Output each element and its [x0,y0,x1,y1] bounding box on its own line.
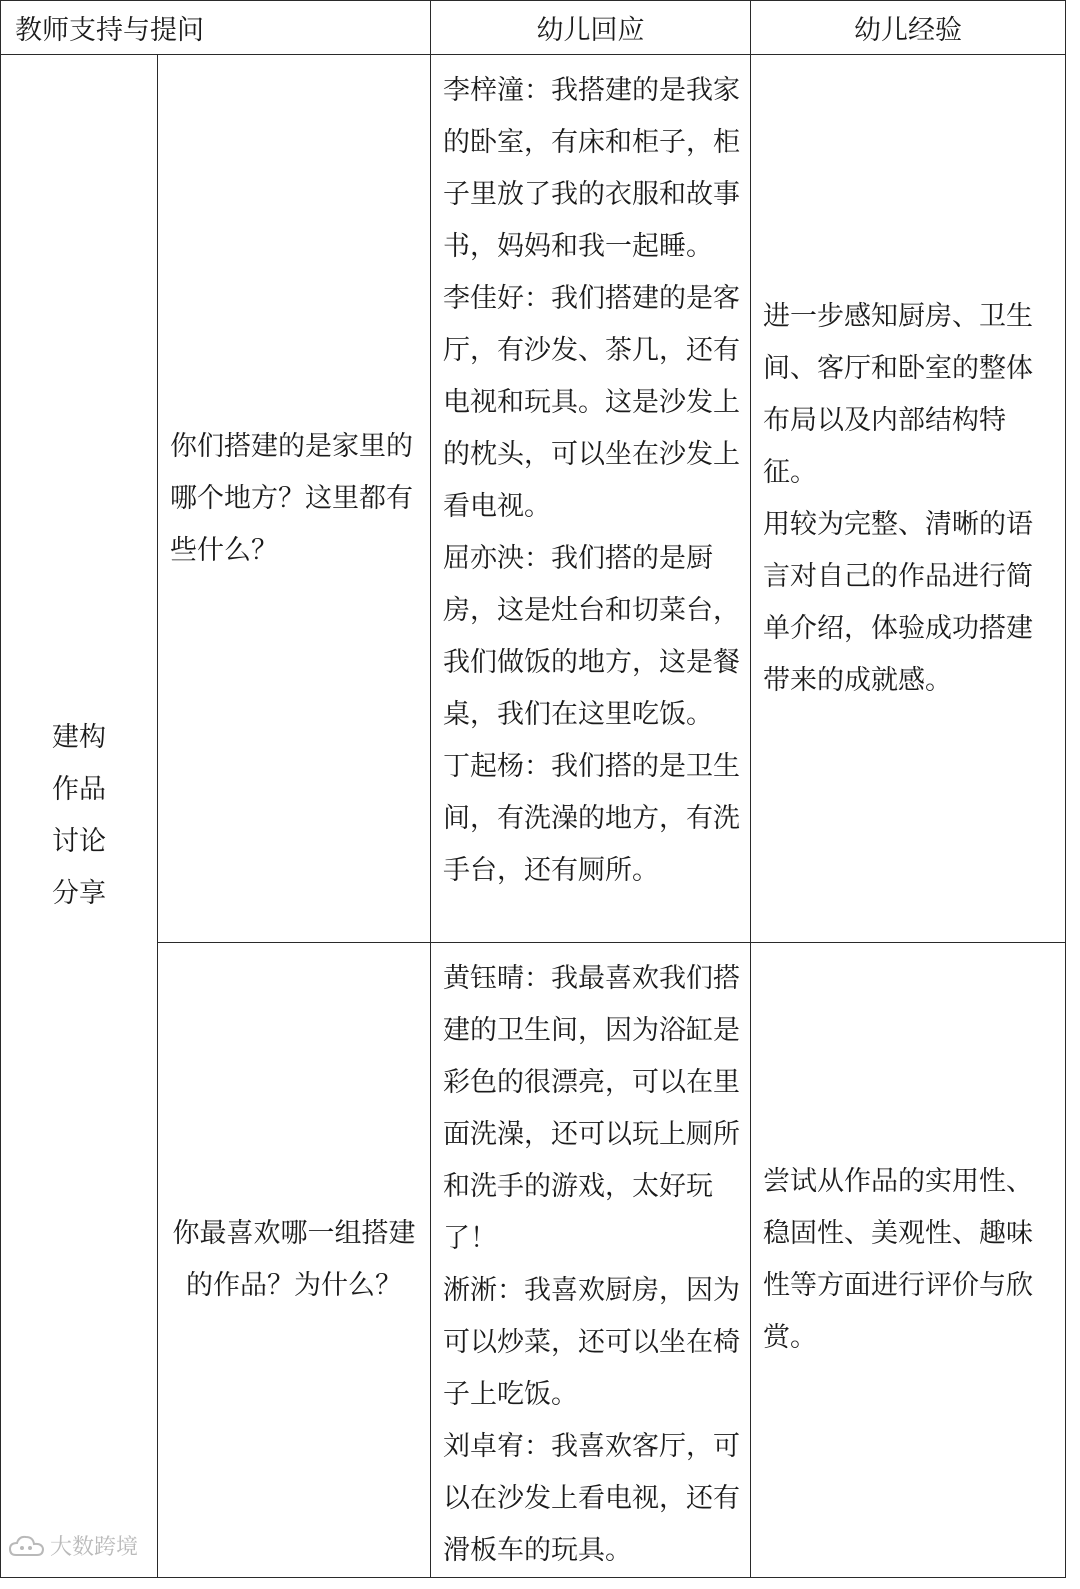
child-response: 丁起杨：我们搭的是卫生间，有洗澡的地方，有洗手台，还有厕所。 [443,751,740,886]
child-experience: 用较为完整、清晰的语言对自己的作品进行简单介绍，体验成功搭建带来的成就感。 [763,508,1033,696]
stage-line: 作品 [52,774,106,805]
header-teacher-support: 教师支持与提问 [1,1,431,55]
table-row [1,943,1066,1578]
stage-line: 分享 [52,878,106,909]
table-row [1,55,1066,943]
stage-line: 建构 [52,722,106,753]
child-experiences [751,55,1066,943]
header-row [1,1,1066,55]
child-experience: 进一步感知厨房、卫生间、客厅和卧室的整体布局以及内部结构特征。 [763,300,1033,488]
stage-line: 讨论 [52,826,106,857]
child-responses [431,943,751,1578]
child-response: 黄钰晴：我最喜欢我们搭建的卫生间，因为浴缸是彩色的很漂亮，可以在里面洗澡，还可以玩上厕所和洗手的游戏，太好玩了！ [443,963,740,1254]
child-response: 李梓潼：我搭建的是我家的卧室，有床和柜子，柜子里放了我的衣服和故事书，妈妈和我一起睡。 [443,75,740,262]
child-experiences [751,943,1066,1578]
watermark-text: 大数跨境 [50,1535,139,1560]
child-response: 李佳好：我们搭建的是客厅，有沙发、茶几，还有电视和玩具。这是沙发上的枕头，可以坐在沙发上看电视。 [443,283,740,522]
cloud-logo-icon [8,1533,46,1559]
child-response: 淅淅：我喜欢厨房，因为可以炒菜，还可以坐在椅子上吃饭。 [443,1275,740,1410]
child-responses [431,55,751,943]
header-child-response: 幼儿回应 [431,1,751,55]
header-child-experience: 幼儿经验 [751,1,1066,55]
child-response: 屈亦泱：我们搭的是厨房，这是灶台和切菜台，我们做饭的地方，这是餐桌，我们在这里吃饭。 [443,543,740,730]
teacher-question: 你最喜欢哪一组搭建的作品？为什么？ [158,943,431,1578]
watermark [8,1530,138,1561]
child-response: 刘卓宥：我喜欢客厅，可以在沙发上看电视，还有滑板车的玩具。 [443,1431,740,1566]
stage-cell [1,55,158,1578]
teacher-question: 你们搭建的是家里的哪个地方？这里都有些什么？ [158,55,431,943]
child-experience: 尝试从作品的实用性、稳固性、美观性、趣味性等方面进行评价与欣赏。 [763,1166,1033,1353]
